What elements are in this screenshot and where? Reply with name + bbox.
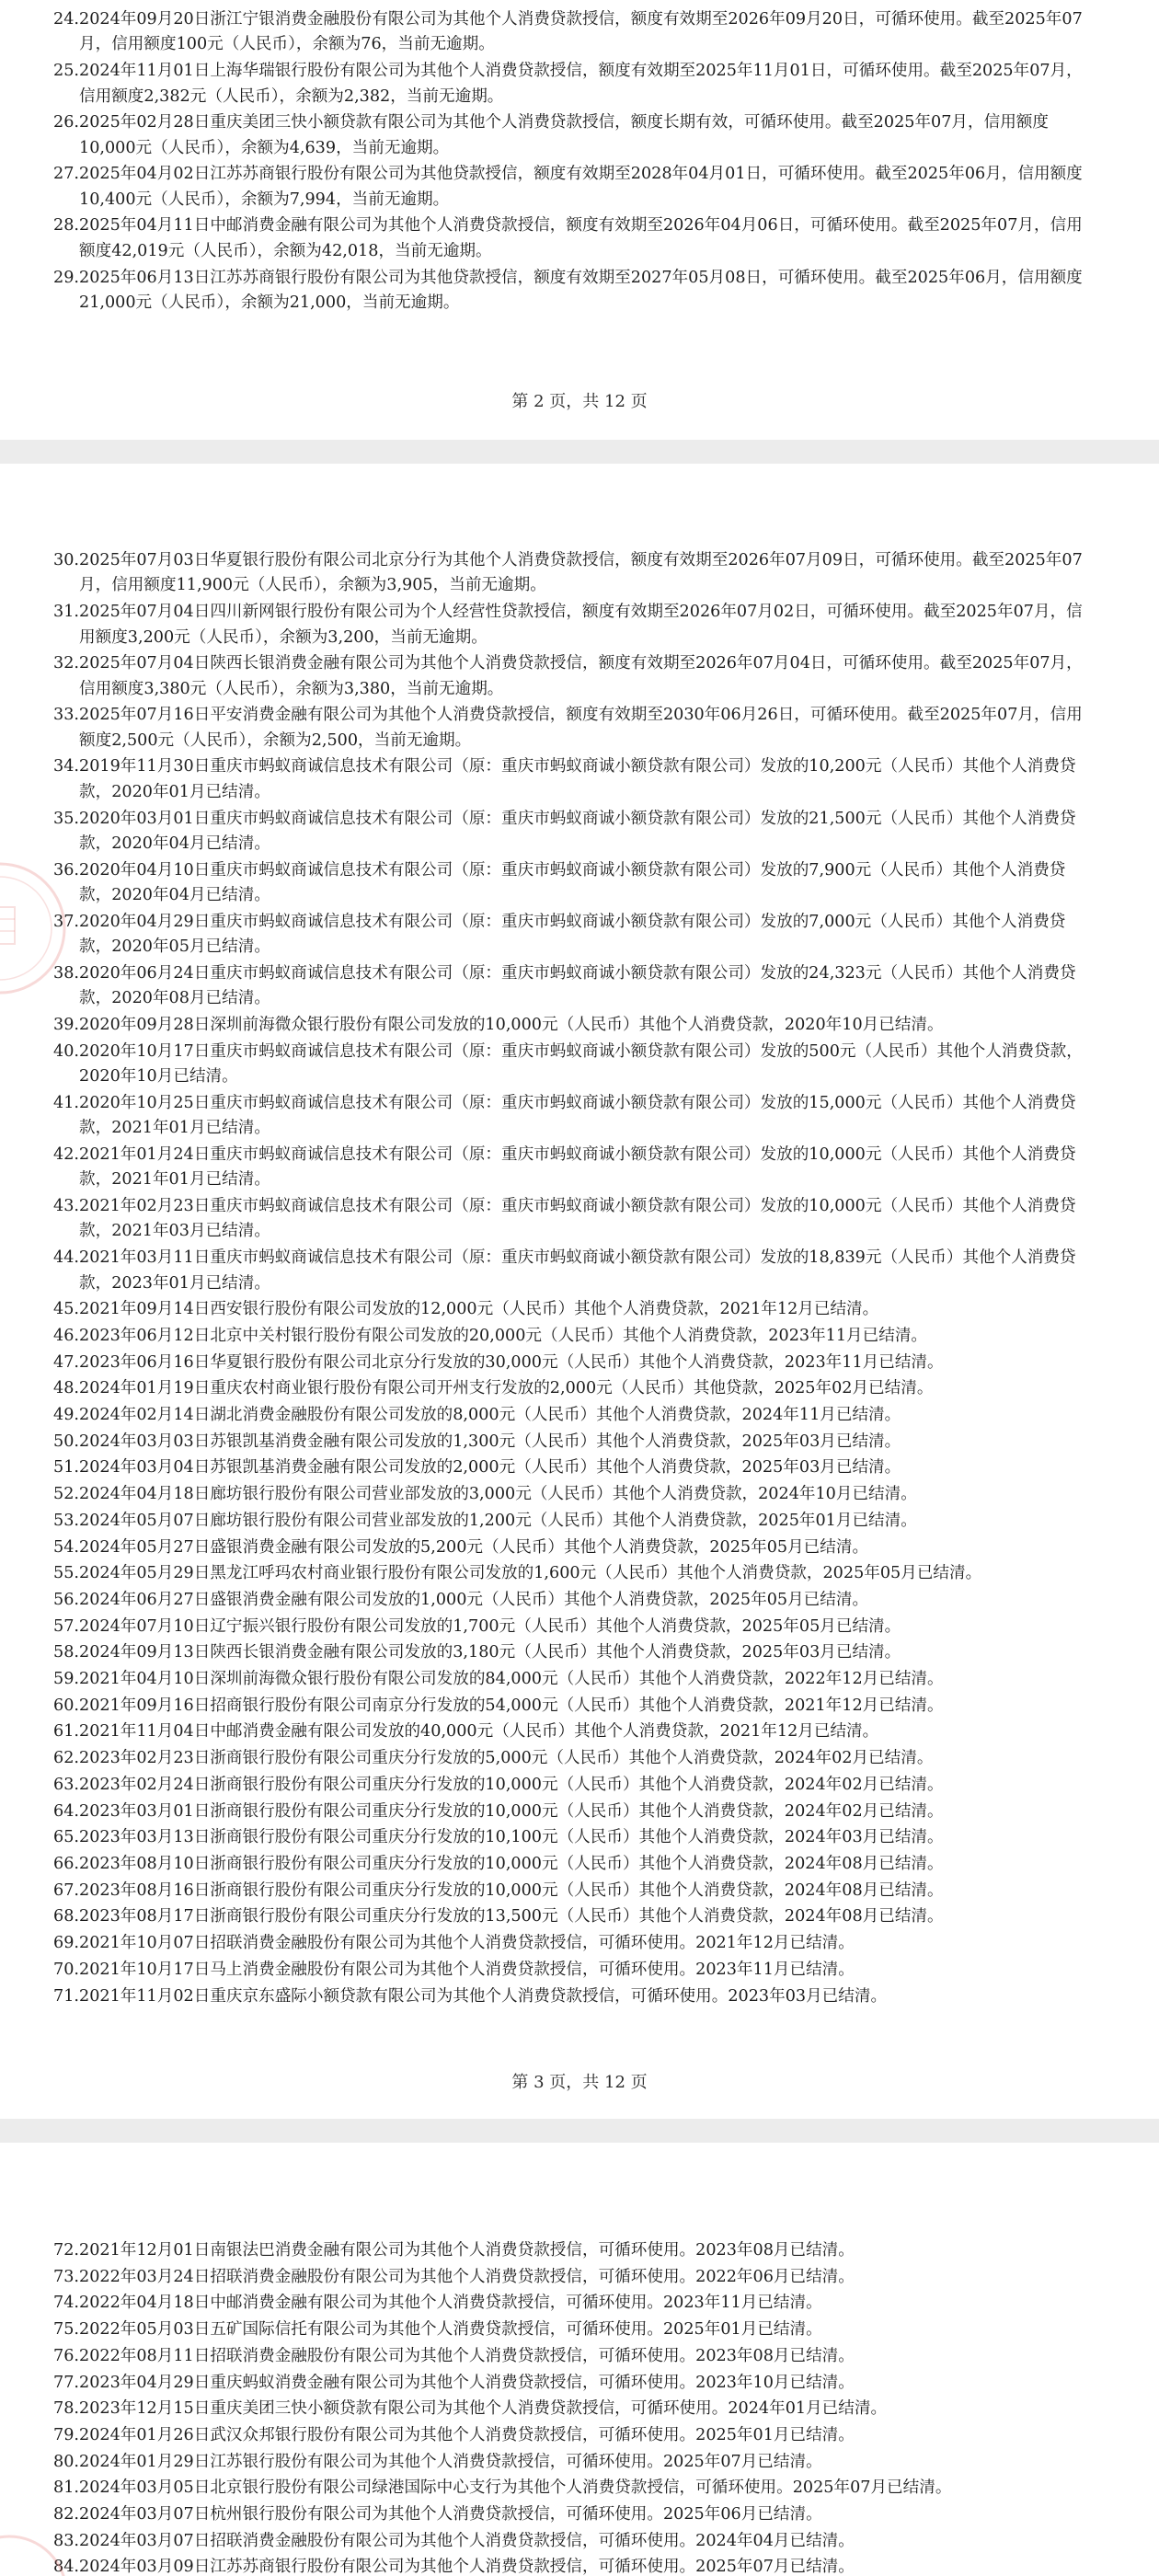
- item-text: 2024年03月05日北京银行股份有限公司绿港国际中心支行为其他个人消费贷款授信，可循环使用。2025年07月已结清。: [79, 2478, 952, 2498]
- list-item: [0, 858, 1159, 909]
- item-number: 59.: [53, 1670, 79, 1689]
- item-number: 24.: [53, 10, 79, 29]
- item-text: 2024年09月20日浙江宁银消费金融股份有限公司为其他个人消费贷款授信，额度有效期至2026年09月20日，可循环使用。截至2025年07月，信用额度100元（人民币），余额为76，当前无逾期。: [79, 10, 1083, 54]
- item-number: 81.: [53, 2478, 79, 2498]
- list-item: [0, 162, 1159, 213]
- list-item: [0, 1376, 1159, 1401]
- list-item: [0, 2529, 1159, 2554]
- item-number: 58.: [53, 1643, 79, 1662]
- item-number: 84.: [53, 2558, 79, 2576]
- item-number: 77.: [53, 2373, 79, 2392]
- item-text: 2023年02月24日浙商银行股份有限公司重庆分行发放的10,000元（人民币）其他个人消费贷款，2024年02月已结清。: [79, 1775, 944, 1794]
- item-text: 2025年04月11日中邮消费金融有限公司为其他个人消费贷款授信，额度有效期至2026年04月06日，可循环使用。截至2025年07月，信用额度42,019元（人民币），余额为42,018，当前无逾期。: [79, 216, 1083, 260]
- list-item: [0, 1615, 1159, 1639]
- list-item: [0, 1324, 1159, 1349]
- item-number: 39.: [53, 1015, 79, 1034]
- item-text: 2025年02月28日重庆美团三快小额贷款有限公司为其他个人消费贷款授信，额度长期有效，可循环使用。截至2025年07月，信用额度10,000元（人民币），余额为4,639，当前无逾期。: [79, 113, 1049, 157]
- item-number: 31.: [53, 603, 79, 622]
- item-text: 2024年03月04日苏银凯基消费金融有限公司发放的2,000元（人民币）其他个人消费贷款，2025年03月已结清。: [79, 1458, 901, 1478]
- item-number: 57.: [53, 1616, 79, 1636]
- list-item: [0, 1800, 1159, 1824]
- item-text: 2021年02月23日重庆市蚂蚁商诚信息技术有限公司（原：重庆市蚂蚁商诚小额贷款有限公司）发放的10,000元（人民币）其他个人消费贷款，2021年03月已结清。: [79, 1197, 1076, 1241]
- item-number: 38.: [53, 963, 79, 983]
- page-footer: 第 2 页，共 12 页: [511, 392, 648, 411]
- list-item: [0, 2397, 1159, 2421]
- item-number: 68.: [53, 1907, 79, 1926]
- list-item: [0, 1588, 1159, 1613]
- list-item: [0, 1561, 1159, 1586]
- item-text: 2024年05月27日盛银消费金融有限公司发放的5,200元（人民币）其他个人消费贷款，2025年05月已结清。: [79, 1537, 869, 1557]
- item-text: 2020年10月17日重庆市蚂蚁商诚信息技术有限公司（原：重庆市蚂蚁商诚小额贷款有限公司）发放的500元（人民币）其他个人消费贷款，2020年10月已结清。: [79, 1041, 1083, 1087]
- item-text: 2024年05月29日黑龙江呼玛农村商业银行股份有限公司发放的1,600元（人民币）其他个人消费贷款，2025年05月已结清。: [79, 1564, 982, 1583]
- item-number: 40.: [53, 1041, 79, 1061]
- item-number: 30.: [53, 551, 79, 569]
- report-page-3: [0, 464, 1159, 2119]
- item-number: 29.: [53, 268, 79, 287]
- list-item: [0, 910, 1159, 960]
- item-number: 61.: [53, 1722, 79, 1742]
- list-item: [0, 1694, 1159, 1719]
- item-text: 2024年01月19日重庆农村商业银行股份有限公司开州支行发放的2,000元（人民币）其他贷款，2025年02月已结清。: [79, 1379, 934, 1398]
- item-text: 2025年07月16日平安消费金融有限公司为其他个人消费贷款授信，额度有效期至2030年06月26日，可循环使用。截至2025年07月，信用额度2,500元（人民币），余额为2,500，当前无逾期。: [79, 706, 1083, 750]
- list-item: [0, 1482, 1159, 1507]
- item-text: 2023年08月17日浙商银行股份有限公司重庆分行发放的13,500元（人民币）其他个人消费贷款，2024年08月已结清。: [79, 1907, 944, 1926]
- item-text: 2021年01月24日重庆市蚂蚁商诚信息技术有限公司（原：重庆市蚂蚁商诚小额贷款有限公司）发放的10,000元（人民币）其他个人消费贷款，2021年01月已结清。: [79, 1144, 1076, 1190]
- list-item: [0, 1852, 1159, 1877]
- list-item: [0, 2476, 1159, 2501]
- list-item: [0, 1194, 1159, 1245]
- list-item: [0, 1535, 1159, 1560]
- item-text: 2021年09月16日招商银行股份有限公司南京分行发放的54,000元（人民币）其他个人消费贷款，2021年12月已结清。: [79, 1696, 944, 1715]
- item-number: 27.: [53, 165, 79, 184]
- item-number: 79.: [53, 2425, 79, 2444]
- item-number: 48.: [53, 1379, 79, 1398]
- item-number: 51.: [53, 1458, 79, 1478]
- list-item: [0, 1667, 1159, 1692]
- item-text: 2024年01月26日武汉众邦银行股份有限公司为其他个人消费贷款授信，可循环使用。2025年01月已结清。: [79, 2425, 855, 2444]
- item-number: 62.: [53, 1749, 79, 1768]
- item-number: 26.: [53, 113, 79, 132]
- list-item: [0, 1351, 1159, 1375]
- list-item: [0, 2291, 1159, 2316]
- item-number: 52.: [53, 1485, 79, 1504]
- item-number: 80.: [53, 2452, 79, 2471]
- list-item: [0, 266, 1159, 316]
- item-text: 2024年06月27日盛银消费金融有限公司发放的1,000元（人民币）其他个人消费贷款，2025年05月已结清。: [79, 1590, 869, 1609]
- item-text: 2024年09月13日陕西长银消费金融有限公司发放的3,180元（人民币）其他个人消费贷款，2025年03月已结清。: [79, 1643, 901, 1662]
- item-number: 42.: [53, 1144, 79, 1164]
- item-text: 2022年08月11日招联消费金融股份有限公司为其他个人消费贷款授信，可循环使用。2023年08月已结清。: [79, 2346, 855, 2365]
- item-text: 2024年03月03日苏银凯基消费金融有限公司发放的1,300元（人民币）其他个人消费贷款，2025年03月已结清。: [79, 1432, 901, 1451]
- item-text: 2025年07月04日四川新网银行股份有限公司为个人经营性贷款授信，额度有效期至2026年07月02日，可循环使用。截至2025年07月，信用额度3,200元（人民币），余额为3,200，当前无逾期。: [79, 603, 1083, 647]
- item-text: 2020年03月01日重庆市蚂蚁商诚信息技术有限公司（原：重庆市蚂蚁商诚小额贷款有限公司）发放的21,500元（人民币）其他个人消费贷款，2020年04月已结清。: [79, 809, 1076, 853]
- report-page-2: [0, 0, 1159, 440]
- list-item: [0, 1879, 1159, 1903]
- list-item: [0, 59, 1159, 109]
- item-text: 2020年06月24日重庆市蚂蚁商诚信息技术有限公司（原：重庆市蚂蚁商诚小额贷款有限公司）发放的24,323元（人民币）其他个人消费贷款，2020年08月已结清。: [79, 963, 1076, 1008]
- item-number: 44.: [53, 1248, 79, 1268]
- item-number: 78.: [53, 2399, 79, 2419]
- list-item: [0, 2423, 1159, 2448]
- item-text: 2024年07月10日辽宁振兴银行股份有限公司发放的1,700元（人民币）其他个人消费贷款，2025年05月已结清。: [79, 1616, 901, 1636]
- loan-record-list: [0, 2238, 1159, 2576]
- item-text: 2021年10月07日招联消费金融股份有限公司为其他个人消费贷款授信，可循环使用。2021年12月已结清。: [79, 1934, 855, 1953]
- item-number: 63.: [53, 1775, 79, 1794]
- item-number: 35.: [53, 809, 79, 828]
- item-text: 2025年06月13日江苏苏商银行股份有限公司为其他贷款授信，额度有效期至2027年05月08日，可循环使用。截至2025年06月，信用额度21,000元（人民币），余额为21,000，当前无逾期。: [79, 268, 1083, 312]
- item-text: 2025年07月04日陕西长银消费金融有限公司为其他个人消费贷款授信，额度有效期至2026年07月04日，可循环使用。截至2025年07月，信用额度3,380元（人民币），余额为3,380，当前无逾期。: [79, 654, 1083, 698]
- list-item: [0, 1297, 1159, 1322]
- list-item: [0, 1246, 1159, 1296]
- item-number: 33.: [53, 706, 79, 725]
- list-item: [0, 2555, 1159, 2576]
- item-text: 2024年11月01日上海华瑞银行股份有限公司为其他个人消费贷款授信，额度有效期至2025年11月01日，可循环使用。截至2025年07月，信用额度2,382元（人民币），余额为2,382，当前无逾期。: [79, 62, 1083, 106]
- list-item: [0, 2265, 1159, 2290]
- item-text: 2021年10月17日马上消费金融股份有限公司为其他个人消费贷款授信，可循环使用。2023年11月已结清。: [79, 1960, 855, 1979]
- list-item: [0, 1040, 1159, 1090]
- item-text: 2020年04月10日重庆市蚂蚁商诚信息技术有限公司（原：重庆市蚂蚁商诚小额贷款有限公司）发放的7,900元（人民币）其他个人消费贷款，2020年04月已结清。: [79, 860, 1066, 905]
- item-text: 2025年04月02日江苏苏商银行股份有限公司为其他贷款授信，额度有效期至2028年04月01日，可循环使用。截至2025年06月，信用额度10,400元（人民币），余额为7,994，当前无逾期。: [79, 165, 1083, 209]
- item-text: 2021年11月02日重庆京东盛际小额贷款有限公司为其他个人消费贷款授信，可循环使用。2023年03月已结清。: [79, 1986, 888, 2006]
- list-item: [0, 1091, 1159, 1142]
- item-number: 73.: [53, 2267, 79, 2286]
- item-text: 2023年06月16日华夏银行股份有限公司北京分行发放的30,000元（人民币）其他个人消费贷款，2023年11月已结清。: [79, 1352, 944, 1372]
- item-text: 2021年09月14日西安银行股份有限公司发放的12,000元（人民币）其他个人消费贷款，2021年12月已结清。: [79, 1300, 879, 1319]
- item-number: 50.: [53, 1432, 79, 1451]
- list-item: [0, 961, 1159, 1012]
- item-number: 82.: [53, 2505, 79, 2524]
- list-item: [0, 1904, 1159, 1929]
- list-item: [0, 703, 1159, 753]
- item-text: 2024年05月07日廊坊银行股份有限公司营业部发放的1,200元（人民币）其他个人消费贷款，2025年01月已结清。: [79, 1511, 917, 1530]
- list-item: [0, 651, 1159, 702]
- item-number: 25.: [53, 62, 79, 81]
- list-item: [0, 548, 1159, 599]
- item-text: 2020年04月29日重庆市蚂蚁商诚信息技术有限公司（原：重庆市蚂蚁商诚小额贷款有限公司）发放的7,000元（人民币）其他个人消费贷款，2020年05月已结清。: [79, 912, 1066, 957]
- report-page-4: [0, 2143, 1159, 2576]
- list-item: [0, 2344, 1159, 2369]
- list-item: [0, 1825, 1159, 1850]
- item-text: 2025年07月03日华夏银行股份有限公司北京分行为其他个人消费贷款授信，额度有效期至2026年07月09日，可循环使用。截至2025年07月，信用额度11,900元（人民币），余额为3,905，当前无逾期。: [79, 551, 1083, 595]
- list-item: [0, 1640, 1159, 1665]
- item-text: 2020年09月28日深圳前海微众银行股份有限公司发放的10,000元（人民币）其他个人消费贷款，2020年10月已结清。: [79, 1015, 944, 1034]
- item-number: 43.: [53, 1197, 79, 1216]
- list-item: [0, 1455, 1159, 1480]
- item-number: 64.: [53, 1801, 79, 1821]
- item-text: 2024年04月18日廊坊银行股份有限公司营业部发放的3,000元（人民币）其他个人消费贷款，2024年10月已结清。: [79, 1485, 917, 1504]
- list-item: [0, 1931, 1159, 1956]
- item-text: 2023年12月15日重庆美团三快小额贷款有限公司为其他个人消费贷款授信，可循环使用。2024年01月已结清。: [79, 2399, 888, 2419]
- item-number: 65.: [53, 1828, 79, 1847]
- item-number: 34.: [53, 757, 79, 776]
- item-number: 49.: [53, 1406, 79, 1425]
- loan-record-list: [0, 7, 1159, 317]
- item-number: 56.: [53, 1590, 79, 1609]
- item-text: 2021年11月04日中邮消费金融有限公司发放的40,000元（人民币）其他个人消费贷款，2021年12月已结清。: [79, 1722, 879, 1742]
- list-item: [0, 1958, 1159, 1983]
- page-footer: 第 3 页，共 12 页: [511, 2073, 648, 2092]
- item-text: 2024年03月07日招联消费金融股份有限公司为其他个人消费贷款授信，可循环使用。2024年04月已结清。: [79, 2531, 855, 2550]
- item-text: 2023年03月01日浙商银行股份有限公司重庆分行发放的10,000元（人民币）其他个人消费贷款，2024年02月已结清。: [79, 1801, 944, 1821]
- item-text: 2022年03月24日招联消费金融股份有限公司为其他个人消费贷款授信，可循环使用。2022年06月已结清。: [79, 2267, 855, 2286]
- list-item: [0, 754, 1159, 805]
- item-number: 32.: [53, 654, 79, 673]
- list-item: [0, 807, 1159, 857]
- list-item: [0, 2502, 1159, 2527]
- list-item: [0, 110, 1159, 161]
- item-number: 36.: [53, 860, 79, 880]
- item-text: 2024年03月09日江苏苏商银行股份有限公司为其他个人消费贷款授信，可循环使用。2025年07月已结清。: [79, 2558, 855, 2576]
- list-item: [0, 600, 1159, 650]
- list-item: [0, 1403, 1159, 1428]
- item-number: 55.: [53, 1564, 79, 1583]
- item-number: 37.: [53, 912, 79, 931]
- item-number: 75.: [53, 2320, 79, 2340]
- loan-record-list: [0, 548, 1159, 2010]
- item-number: 70.: [53, 1960, 79, 1979]
- item-text: 2023年06月12日北京中关村银行股份有限公司发放的20,000元（人民币）其他个人消费贷款，2023年11月已结清。: [79, 1326, 928, 1345]
- item-text: 2024年01月29日江苏银行股份有限公司为其他个人消费贷款授信，可循环使用。2025年07月已结清。: [79, 2452, 822, 2471]
- item-number: 76.: [53, 2346, 79, 2365]
- item-text: 2024年03月07日杭州银行股份有限公司为其他个人消费贷款授信，可循环使用。2025年06月已结清。: [79, 2505, 822, 2524]
- item-number: 71.: [53, 1986, 79, 2006]
- item-number: 47.: [53, 1352, 79, 1372]
- item-number: 28.: [53, 216, 79, 236]
- item-text: 2021年03月11日重庆市蚂蚁商诚信息技术有限公司（原：重庆市蚂蚁商诚小额贷款有限公司）发放的18,839元（人民币）其他个人消费贷款，2023年01月已结清。: [79, 1248, 1076, 1293]
- list-item: [0, 1719, 1159, 1744]
- item-number: 83.: [53, 2531, 79, 2550]
- item-text: 2023年08月16日浙商银行股份有限公司重庆分行发放的10,000元（人民币）其他个人消费贷款，2024年08月已结清。: [79, 1880, 944, 1900]
- item-text: 2022年05月03日五矿国际信托有限公司为其他个人消费贷款授信，可循环使用。2025年01月已结清。: [79, 2320, 822, 2340]
- list-item: [0, 1013, 1159, 1038]
- item-number: 60.: [53, 1696, 79, 1715]
- list-item: [0, 2238, 1159, 2263]
- item-text: 2023年03月13日浙商银行股份有限公司重庆分行发放的10,100元（人民币）其他个人消费贷款，2024年03月已结清。: [79, 1828, 944, 1847]
- item-text: 2019年11月30日重庆市蚂蚁商诚信息技术有限公司（原：重庆市蚂蚁商诚小额贷款有限公司）发放的10,200元（人民币）其他个人消费贷款，2020年01月已结清。: [79, 757, 1076, 801]
- list-item: [0, 213, 1159, 264]
- item-text: 2023年02月23日浙商银行股份有限公司重庆分行发放的5,000元（人民币）其他个人消费贷款，2024年02月已结清。: [79, 1749, 934, 1768]
- list-item: [0, 1773, 1159, 1798]
- item-number: 72.: [53, 2241, 79, 2260]
- list-item: [0, 1746, 1159, 1771]
- item-number: 45.: [53, 1300, 79, 1319]
- list-item: [0, 7, 1159, 58]
- item-number: 67.: [53, 1880, 79, 1900]
- list-item: [0, 1143, 1159, 1193]
- item-text: 2024年02月14日湖北消费金融股份有限公司发放的8,000元（人民币）其他个人消费贷款，2024年11月已结清。: [79, 1406, 901, 1425]
- item-text: 2020年10月25日重庆市蚂蚁商诚信息技术有限公司（原：重庆市蚂蚁商诚小额贷款有限公司）发放的15,000元（人民币）其他个人消费贷款，2021年01月已结清。: [79, 1093, 1076, 1138]
- item-number: 66.: [53, 1855, 79, 1873]
- item-number: 41.: [53, 1093, 79, 1112]
- list-item: [0, 1984, 1159, 2009]
- list-item: [0, 2371, 1159, 2396]
- item-number: 53.: [53, 1511, 79, 1530]
- item-text: 2023年04月29日重庆蚂蚁消费金融有限公司为其他个人消费贷款授信，可循环使用。2023年10月已结清。: [79, 2373, 855, 2392]
- item-text: 2021年12月01日南银法巴消费金融有限公司为其他个人消费贷款授信，可循环使用。2023年08月已结清。: [79, 2241, 855, 2260]
- list-item: [0, 2450, 1159, 2475]
- list-item: [0, 1509, 1159, 1534]
- item-text: 2021年04月10日深圳前海微众银行股份有限公司发放的84,000元（人民币）其他个人消费贷款，2022年12月已结清。: [79, 1670, 944, 1689]
- item-number: 74.: [53, 2294, 79, 2313]
- item-number: 54.: [53, 1537, 79, 1557]
- list-item: [0, 1430, 1159, 1455]
- item-number: 46.: [53, 1326, 79, 1345]
- item-text: 2022年04月18日中邮消费金融有限公司为其他个人消费贷款授信，可循环使用。2023年11月已结清。: [79, 2294, 822, 2313]
- item-number: 69.: [53, 1934, 79, 1953]
- list-item: [0, 2317, 1159, 2342]
- item-text: 2023年08月10日浙商银行股份有限公司重庆分行发放的10,000元（人民币）其他个人消费贷款，2024年08月已结清。: [79, 1855, 944, 1873]
